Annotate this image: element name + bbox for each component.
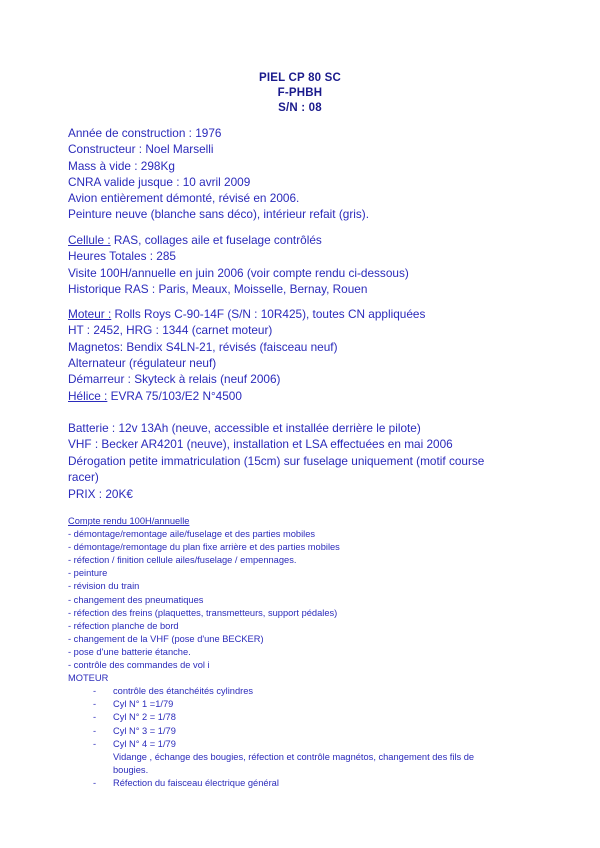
spec-empty-mass: Mass à vide : 298Kg <box>68 158 175 173</box>
report-item: - changement des pneumatiques <box>68 594 204 605</box>
cellule-heading: Cellule : <box>68 233 111 247</box>
condition-block <box>68 190 538 223</box>
report-engine-item-label: Cyl N° 1 =1/79 <box>113 699 174 710</box>
list-dash: - <box>93 725 97 736</box>
equipment-vhf: VHF : Becker AR4201 (neuve), installation et LSA effectuées en mai 2006 <box>68 437 453 452</box>
specs-block <box>68 125 538 190</box>
moteur-starter: Démarreur : Skyteck à relais (neuf 2006) <box>68 372 281 387</box>
moteur-hours: HT : 2452, HRG : 1344 (carnet moteur) <box>68 323 273 338</box>
report-engine-item <box>68 711 528 724</box>
title-line-model: PIEL CP 80 SC <box>258 72 342 84</box>
moteur-heading-line <box>68 306 538 322</box>
spec-year: Année de construction : 1976 <box>68 126 222 140</box>
report-item: - peinture <box>68 568 108 579</box>
spec-constructor: Constructeur : Noel Marselli <box>68 142 214 157</box>
report-item: - réfection planche de bord <box>68 620 179 631</box>
moteur-block <box>68 306 538 387</box>
cellule-history: Historique RAS : Paris, Meaux, Moisselle, Bernay, Rouen <box>68 281 368 296</box>
report-engine-item-label: Réfection du faisceau électrique général <box>113 777 279 788</box>
list-dash: - <box>93 686 97 697</box>
title-line-registration: F-PHBH <box>277 87 323 99</box>
report-item: - pose d'une batterie étanche. <box>68 646 191 657</box>
equipment-derogation-line1: Dérogation petite immatriculation (15cm) sur fuselage uniquement (motif course <box>68 453 485 468</box>
helice-heading-line <box>68 388 538 404</box>
report-engine-item <box>68 725 528 738</box>
list-dash: - <box>93 712 97 723</box>
helice-heading-rest: EVRA 75/103/E2 N°4500 <box>107 389 242 403</box>
condition-paint: Peinture neuve (blanche sans déco), intérieur refait (gris). <box>68 207 369 222</box>
report-engine-item-label: Cyl N° 4 = 1/79 <box>113 738 176 749</box>
report-engine-note-line: Vidange , échange des bougies, réfection et contrôle magnétos, changement des fils de <box>113 751 475 762</box>
report-engine-item <box>68 777 528 790</box>
helice-block <box>68 388 538 404</box>
report-item: - démontage/remontage aile/fuselage et des parties mobiles <box>68 529 316 540</box>
report-engine-item-label: Cyl N° 3 = 1/79 <box>113 725 176 736</box>
cellule-inspection: Visite 100H/annuelle en juin 2006 (voir compte rendu ci-dessous) <box>68 265 409 280</box>
report-item: - changement de la VHF (pose d'une BECKER) <box>68 633 264 644</box>
report-item: - contrôle des commandes de vol i <box>68 660 210 671</box>
moteur-heading: Moteur : <box>68 307 112 321</box>
report-engine-item <box>68 738 528 751</box>
moteur-alternator: Alternateur (régulateur neuf) <box>68 355 217 370</box>
moteur-magnetos: Magnetos: Bendix S4LN-21, révisés (faisceau neuf) <box>68 339 338 354</box>
report-engine-heading: MOTEUR <box>68 673 109 684</box>
report-engine-list <box>68 685 528 790</box>
cellule-total-hours: Heures Totales : 285 <box>68 249 176 264</box>
report-item: - réfection des freins (plaquettes, transmetteurs, support pédales) <box>68 607 338 618</box>
title-line-serial: S/N : 08 <box>278 102 322 114</box>
report-item: - révision du train <box>68 581 140 592</box>
list-dash: - <box>93 699 97 710</box>
report-item: - démontage/remontage du plan fixe arrière et des parties mobiles <box>68 542 340 553</box>
condition-overhaul: Avion entièrement démonté, révisé en 2006. <box>68 191 300 205</box>
report-item: - réfection / finition cellule ailes/fuselage / empennages. <box>68 555 297 566</box>
report-block <box>68 515 528 790</box>
helice-heading: Hélice : <box>68 389 108 403</box>
spec-cnra-validity: CNRA valide jusque : 10 avril 2009 <box>68 174 251 189</box>
equipment-derogation-line2: racer) <box>68 469 99 484</box>
report-engine-item <box>68 685 528 698</box>
equipment-block <box>68 420 538 485</box>
price-block <box>68 486 538 502</box>
list-dash: - <box>93 777 97 788</box>
equipment-battery: Batterie : 12v 13Ah (neuve, accessible et installée derrière le pilote) <box>68 421 421 435</box>
report-engine-note-line: bougies. <box>113 764 149 775</box>
moteur-heading-rest: Rolls Roys C-90-14F (S/N : 10R425), toutes CN appliquées <box>111 307 426 321</box>
cellule-block <box>68 232 538 297</box>
document-title <box>0 71 600 116</box>
report-engine-item-label: Cyl N° 2 = 1/78 <box>113 712 176 723</box>
cellule-heading-rest: RAS, collages aile et fuselage contrôlés <box>110 233 322 247</box>
cellule-heading-line <box>68 232 538 248</box>
report-engine-item-label: contrôle des étanchéités cylindres <box>113 686 254 697</box>
report-heading: Compte rendu 100H/annuelle <box>68 516 190 526</box>
price-value: PRIX : 20K€ <box>68 487 133 501</box>
report-engine-item <box>68 698 528 711</box>
list-dash: - <box>93 738 97 749</box>
